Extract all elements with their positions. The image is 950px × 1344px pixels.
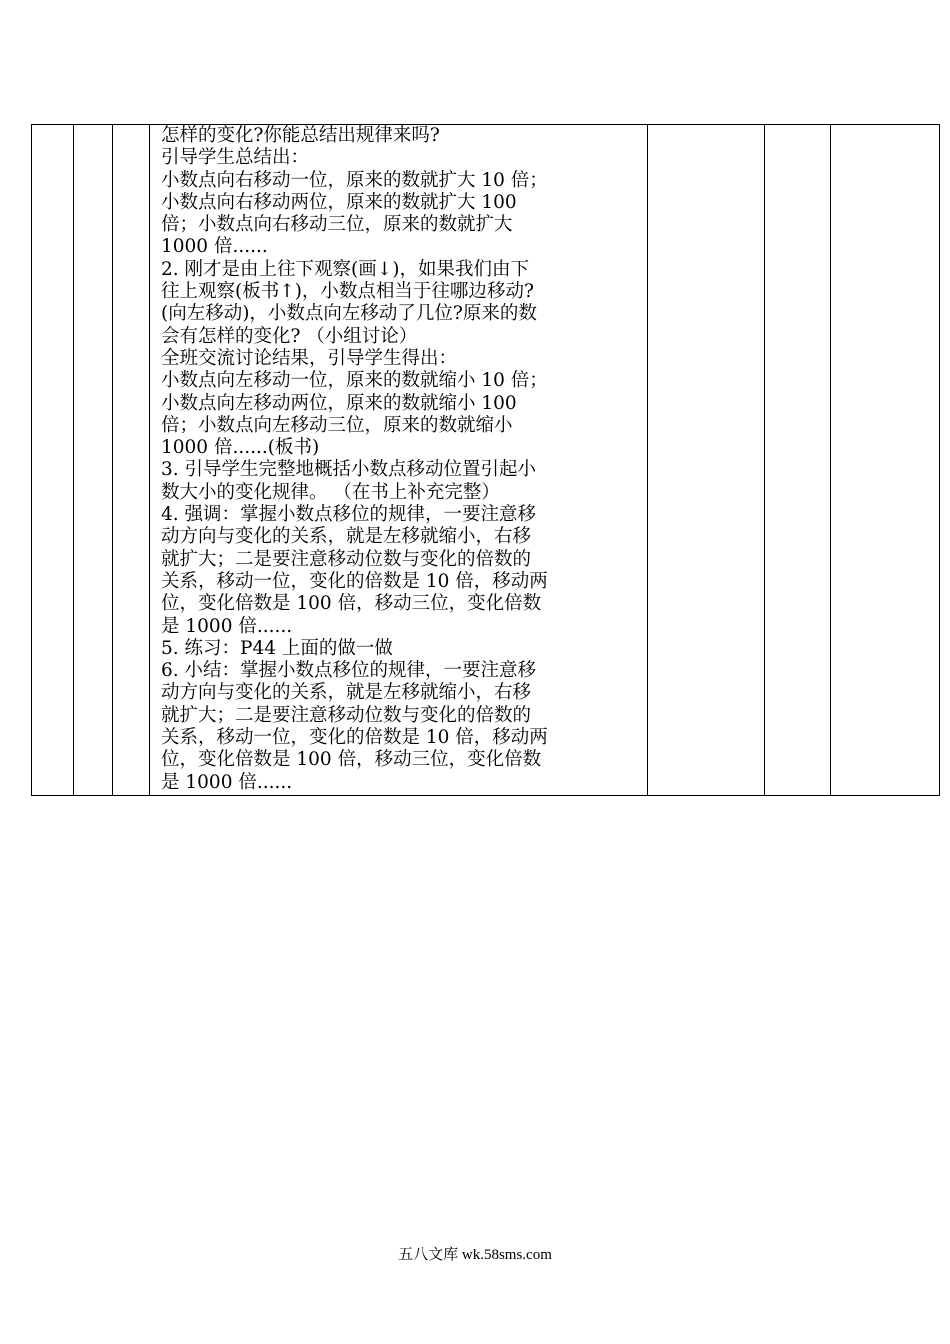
- content-line: 5. 练习：P44 上面的做一做: [161, 637, 393, 659]
- content-line: 倍；小数点向右移动三位，原来的数就扩大: [161, 214, 513, 236]
- empty-cell-5: [648, 125, 765, 796]
- content-line: 动方向与变化的关系，就是左移就缩小，右移: [161, 526, 532, 548]
- content-line: 是 1000 倍......: [161, 615, 293, 637]
- content-line: 位，变化倍数是 100 倍，移动三位，变化倍数: [161, 749, 542, 771]
- content-line: 动方向与变化的关系，就是左移就缩小，右移: [161, 682, 532, 704]
- content-line: 怎样的变化?你能总结出规律来吗?: [161, 125, 440, 146]
- page-footer: 五八文库 wk.58sms.com: [398, 1247, 552, 1263]
- content-line: 就扩大；二是要注意移动位数与变化的倍数的: [161, 704, 532, 726]
- empty-cell-7: [831, 125, 940, 796]
- content-line: 1000 倍......(板书): [161, 437, 320, 459]
- content-line: 1000 倍......: [161, 236, 268, 258]
- content-line: 2. 刚才是由上往下观察(画↓)，如果我们由下: [161, 258, 529, 280]
- content-line: 6. 小结：掌握小数点移位的规律，一要注意移: [161, 660, 537, 682]
- content-line: 3. 引导学生完整地概括小数点移动位置引起小: [161, 459, 537, 481]
- table-row: [32, 125, 940, 796]
- content-line: 小数点向左移动一位，原来的数就缩小 10 倍；: [161, 370, 548, 392]
- content-line: (向左移动)，小数点向左移动了几位?原来的数: [161, 303, 537, 325]
- lesson-plan-table: [31, 124, 940, 796]
- empty-cell-1: [32, 125, 74, 796]
- content-line: 会有怎样的变化? （小组讨论）: [161, 325, 418, 347]
- content-line: 倍；小数点向左移动三位，原来的数就缩小: [161, 414, 513, 436]
- content-line: 往上观察(板书↑)，小数点相当于往哪边移动?: [161, 281, 534, 303]
- content-line: 小数点向右移动一位，原来的数就扩大 10 倍；: [161, 169, 548, 191]
- content-line: 数大小的变化规律。 （在书上补充完整）: [161, 481, 500, 503]
- empty-cell-6: [765, 125, 831, 796]
- content-line: 引导学生总结出：: [161, 147, 310, 169]
- content-line: 关系，移动一位，变化的倍数是 10 倍，移动两: [161, 570, 548, 592]
- content-line: 小数点向左移动两位，原来的数就缩小 100: [161, 392, 517, 414]
- teaching-content-cell: [150, 125, 648, 796]
- content-line: 4. 强调：掌握小数点移位的规律，一要注意移: [161, 504, 537, 526]
- empty-cell-3: [113, 125, 150, 796]
- empty-cell-2: [74, 125, 113, 796]
- content-line: 全班交流讨论结果，引导学生得出：: [161, 347, 458, 369]
- content-line: 小数点向右移动两位，原来的数就扩大 100: [161, 191, 517, 213]
- content-line: 就扩大；二是要注意移动位数与变化的倍数的: [161, 548, 532, 570]
- content-line: 位，变化倍数是 100 倍，移动三位，变化倍数: [161, 593, 542, 615]
- content-line: 关系，移动一位，变化的倍数是 10 倍，移动两: [161, 727, 548, 749]
- content-line: 是 1000 倍......: [161, 771, 293, 793]
